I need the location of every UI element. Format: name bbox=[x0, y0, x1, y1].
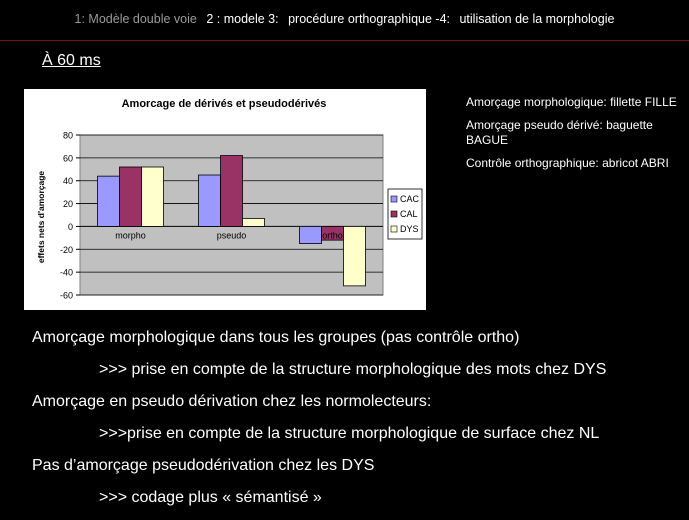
nav-item-orthographic-procedure[interactable]: procédure orthographique -4: bbox=[288, 12, 450, 26]
y-tick-label: 60 bbox=[62, 153, 73, 164]
bar-cal-pseudo bbox=[221, 156, 243, 227]
y-axis-label: effets nets d'amorçage bbox=[36, 170, 46, 264]
y-tick-label: 20 bbox=[62, 199, 73, 210]
timing-label: À 60 ms bbox=[42, 52, 101, 69]
body-line-3: Amorçage en pseudo dérivation chez les normolecteurs: bbox=[32, 393, 432, 410]
legend-swatch-dys bbox=[391, 226, 397, 232]
y-tick-label: 40 bbox=[62, 176, 73, 187]
y-tick-label: -20 bbox=[59, 244, 73, 255]
priming-chart bbox=[24, 89, 426, 310]
body-line-2: >>> prise en compte de la structure morphologique des mots chez DYS bbox=[99, 361, 607, 378]
bar-dys-morpho bbox=[142, 167, 164, 226]
body-line-5: Pas d’amorçage pseudodérivation chez les DYS bbox=[32, 457, 375, 474]
chart-title: Amorcage de dérivés et pseudodérivés bbox=[121, 98, 327, 110]
chart-svg bbox=[24, 89, 426, 310]
slide-body bbox=[32, 328, 682, 520]
bar-dys-pseudo bbox=[243, 218, 265, 226]
legend-label-dys: DYS bbox=[400, 224, 419, 234]
legend-swatch-cal bbox=[391, 211, 397, 217]
x-tick-label: ortho bbox=[322, 230, 343, 241]
body-line-4: >>>prise en compte de la structure morphologique de surface chez NL bbox=[99, 425, 600, 442]
priming-notes bbox=[466, 95, 681, 179]
legend-swatch-cac bbox=[391, 196, 397, 202]
x-tick-label: morpho bbox=[115, 230, 146, 241]
bar-dys-ortho bbox=[344, 226, 366, 285]
y-tick-label: -60 bbox=[59, 290, 73, 301]
body-line-1: Amorçage morphologique dans tous les groupes (pas contrôle ortho) bbox=[32, 329, 520, 346]
bar-cal-morpho bbox=[120, 167, 142, 226]
y-tick-label: 80 bbox=[62, 130, 73, 141]
bar-cac-morpho bbox=[98, 176, 120, 226]
note-orthographic: Contrôle orthographique: abricot ABRI bbox=[466, 156, 669, 170]
header-divider bbox=[0, 40, 689, 41]
slide-navigation bbox=[0, 12, 689, 26]
x-tick-label: pseudo bbox=[216, 230, 247, 241]
body-line-6: >>> codage plus « sémantisé » bbox=[99, 489, 322, 506]
nav-item-dual-route-model[interactable]: 1: Modèle double voie bbox=[74, 12, 197, 26]
y-tick-label: -40 bbox=[59, 267, 73, 278]
bar-cac-ortho bbox=[300, 226, 322, 243]
legend-label-cal: CAL bbox=[400, 209, 418, 219]
note-pseudo-derived: Amorçage pseudo dérivé: baguette BAGUE bbox=[466, 118, 653, 147]
bar-cac-pseudo bbox=[199, 175, 221, 226]
note-morphological: Amorçage morphologique: fillette FILLE bbox=[466, 95, 677, 109]
y-tick-label: 0 bbox=[67, 221, 73, 232]
nav-item-model-3[interactable]: 2 : modele 3: bbox=[206, 12, 279, 26]
nav-item-morphology-use[interactable]: utilisation de la morphologie bbox=[459, 12, 615, 26]
legend-label-cac: CAC bbox=[400, 194, 420, 204]
